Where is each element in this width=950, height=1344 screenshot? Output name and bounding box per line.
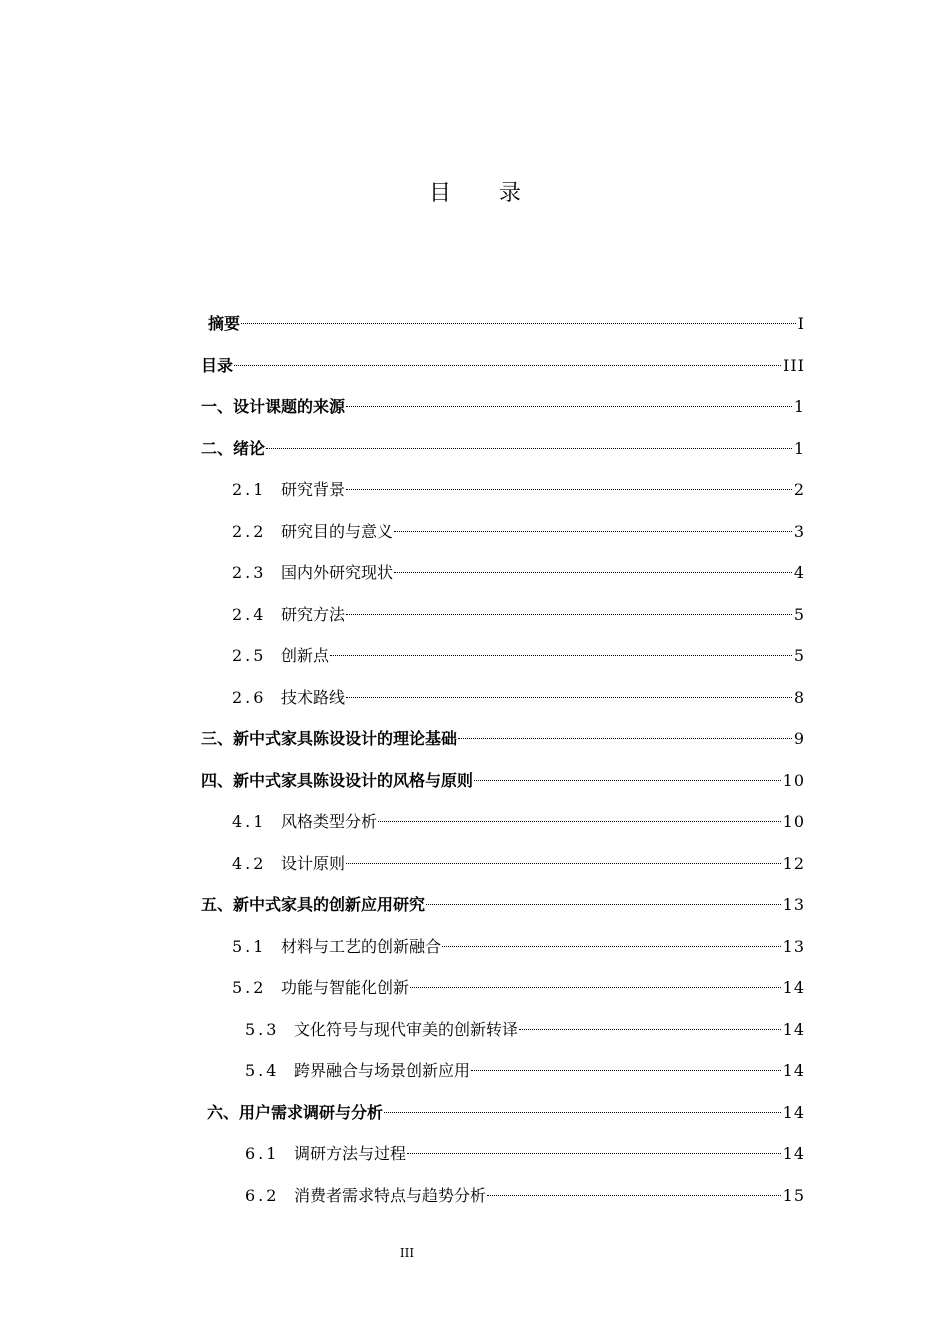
toc-entry[interactable] (232, 851, 805, 877)
toc-entry-number: 5.4 (245, 1061, 280, 1080)
toc-dot-leader (241, 323, 796, 324)
toc-entry-page: 9 (793, 729, 805, 748)
toc-entry-number: 2.1 (232, 480, 267, 499)
toc-entry-label: 文化符号与现代审美的创新转译 (294, 1020, 519, 1039)
toc-entry-number: 6.2 (245, 1186, 280, 1205)
toc-entry[interactable] (232, 643, 805, 669)
toc-entry-number: 2.2 (232, 522, 267, 541)
toc-entry[interactable] (245, 1017, 805, 1043)
toc-entry-label: 研究目的与意义 (281, 522, 394, 541)
toc-entry-page: 3 (793, 522, 805, 541)
toc-entry[interactable] (201, 436, 805, 462)
toc-entry-page: 14 (782, 1020, 805, 1039)
toc-entry-label: 风格类型分析 (281, 812, 378, 831)
toc-entry-page: 13 (782, 895, 805, 914)
toc-entry-page: III (783, 356, 805, 375)
toc-entry[interactable] (245, 1141, 805, 1167)
toc-entry-label: 三、新中式家具陈设设计的理论基础 (201, 729, 458, 748)
toc-entry-page: 12 (782, 854, 805, 873)
toc-entry-number: 2.3 (232, 563, 267, 582)
toc-dot-leader (346, 697, 792, 698)
toc-entry[interactable] (245, 1058, 805, 1084)
toc-entry-label: 创新点 (281, 646, 330, 665)
toc-dot-leader (266, 448, 792, 449)
toc-dot-leader (471, 1070, 781, 1071)
page-title: 目录 (428, 181, 569, 206)
toc-dot-leader (519, 1029, 781, 1030)
toc-dot-leader (474, 780, 781, 781)
toc-dot-leader (458, 738, 792, 739)
toc-entry-label: 材料与工艺的创新融合 (281, 937, 442, 956)
toc-entry[interactable] (201, 892, 805, 918)
toc-entry[interactable] (245, 1183, 805, 1209)
toc-entry-page: 5 (793, 605, 805, 624)
toc-entry-page: 14 (782, 978, 805, 997)
toc-entry[interactable] (201, 768, 805, 794)
toc-entry-page: I (797, 314, 805, 333)
toc-entry-number: 5.2 (232, 978, 267, 997)
toc-entry-page: 8 (793, 688, 805, 707)
toc-entry-page: 1 (793, 439, 805, 458)
toc-dot-leader (410, 987, 781, 988)
toc-entry-number: 2.4 (232, 605, 267, 624)
toc-entry-page: 13 (782, 937, 805, 956)
toc-entry-number: 4.1 (232, 812, 267, 831)
toc-entry-label: 设计原则 (281, 854, 346, 873)
toc-entry[interactable] (232, 519, 805, 545)
toc-dot-leader (346, 406, 792, 407)
toc-entry-page: 14 (782, 1061, 805, 1080)
toc-entry[interactable] (232, 934, 805, 960)
toc-entry-label: 研究背景 (281, 480, 346, 499)
toc-dot-leader (394, 572, 792, 573)
toc-entry[interactable] (208, 311, 805, 337)
toc-dot-leader (378, 821, 781, 822)
toc-dot-leader (346, 863, 781, 864)
toc-entry[interactable] (232, 685, 805, 711)
toc-dot-leader (346, 614, 792, 615)
toc-entry-label: 五、新中式家具的创新应用研究 (201, 895, 426, 914)
toc-entry-page: 14 (782, 1103, 805, 1122)
toc-entry-label: 一、设计课题的来源 (201, 397, 346, 416)
toc-entry[interactable] (232, 477, 805, 503)
toc-entry[interactable] (201, 394, 805, 420)
toc-entry-page: 10 (782, 812, 805, 831)
toc-entry-label: 研究方法 (281, 605, 346, 624)
toc-entry-label: 摘要 (208, 314, 241, 333)
toc-entry-page: 4 (793, 563, 805, 582)
toc-dot-leader (426, 904, 781, 905)
toc-entry-label: 消费者需求特点与趋势分析 (294, 1186, 487, 1205)
toc-entry-number: 5.1 (232, 937, 267, 956)
toc-entry-label: 功能与智能化创新 (281, 978, 410, 997)
toc-entry-label: 国内外研究现状 (281, 563, 394, 582)
toc-dot-leader (394, 531, 792, 532)
toc-entry-number: 6.1 (245, 1144, 280, 1163)
toc-entry-label: 四、新中式家具陈设设计的风格与原则 (201, 771, 474, 790)
toc-entry[interactable] (232, 602, 805, 628)
toc-entry-number: 2.6 (232, 688, 267, 707)
page-number: III (399, 1246, 415, 1260)
toc-entry-label: 二、绪论 (201, 439, 266, 458)
toc-entry-number: 4.2 (232, 854, 267, 873)
toc-entry-number: 2.5 (232, 646, 267, 665)
toc-entry-page: 2 (793, 480, 805, 499)
toc-dot-leader (407, 1153, 781, 1154)
toc-entry-page: 5 (793, 646, 805, 665)
toc-entry[interactable] (232, 809, 805, 835)
toc-entry[interactable] (232, 975, 805, 1001)
toc-entry-label: 跨界融合与场景创新应用 (294, 1061, 471, 1080)
toc-dot-leader (234, 365, 781, 366)
toc-entry-page: 1 (793, 397, 805, 416)
toc-dot-leader (487, 1195, 781, 1196)
toc-entry-page: 15 (782, 1186, 805, 1205)
toc-dot-leader (346, 489, 792, 490)
toc-dot-leader (330, 655, 792, 656)
toc-entry[interactable] (207, 1100, 805, 1126)
toc-entry[interactable] (201, 726, 805, 752)
toc-entry-label: 调研方法与过程 (294, 1144, 407, 1163)
toc-dot-leader (442, 946, 781, 947)
toc-dot-leader (384, 1112, 781, 1113)
toc-entry-page: 10 (782, 771, 805, 790)
toc-entry-label: 技术路线 (281, 688, 346, 707)
toc-entry-label: 六、用户需求调研与分析 (207, 1103, 384, 1122)
toc-entry[interactable] (201, 353, 805, 379)
toc-entry-label: 目录 (201, 356, 234, 375)
toc-entry-page: 14 (782, 1144, 805, 1163)
toc-entry[interactable] (232, 560, 805, 586)
toc-entry-number: 5.3 (245, 1020, 280, 1039)
